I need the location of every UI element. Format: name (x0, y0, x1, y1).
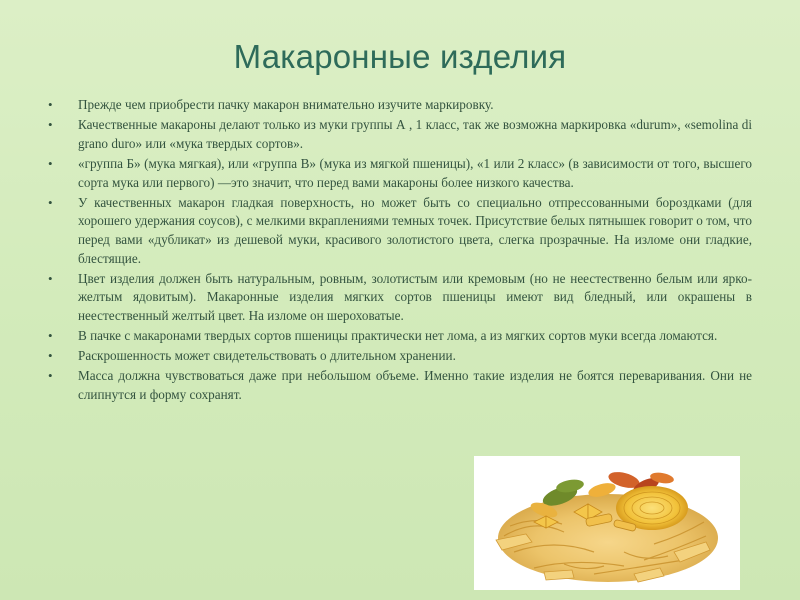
bullet-icon: • (48, 194, 53, 210)
bullet-item (48, 367, 752, 404)
pasta-photo (474, 456, 740, 590)
slide-title: Макаронные изделия (233, 38, 567, 75)
pasta-illustration (474, 456, 740, 590)
bullet-text: Качественные макароны делают только из муки группы А , 1 класс, так же возможна маркировка «durum», «semolina di grano duro» или «мука твердых сортов». (78, 117, 752, 151)
bullet-item (48, 347, 752, 366)
bullet-item (48, 327, 752, 346)
bullet-item (48, 155, 752, 192)
bullet-list (48, 96, 752, 406)
bullet-icon: • (48, 270, 53, 286)
bullet-text: Масса должна чувствоваться даже при небольшом объеме. Именно такие изделия не боятся переваривания. Они не слипнутся и форму сохранят. (78, 368, 752, 403)
bullet-text: «группа Б» (мука мягкая), или «группа В» (мука из мягкой пшеницы), «1 или 2 класс» (в зависимости от того, высшего сорта мука или первого) —это значит, что перед вами макароны более низкого качества. (78, 155, 752, 190)
bullet-icon: • (48, 155, 53, 171)
bullet-icon: • (48, 117, 53, 133)
bullet-text: У качественных макарон гладкая поверхность, но может быть со специально отпрессованными бороздками (для хорошего удержания соусов), с мелкими вкраплениями темных точек. Присутствие белых пятнышек говорит о том, что перед вами «дубликат» из дешевой муки, красивого золотистого цвета, слегка прозрачные. На изломе они гладкие, блестящие. (78, 194, 752, 266)
bullet-text: Раскрошенность может свидетельствовать о длительном хранении. (78, 348, 456, 364)
bullet-icon: • (48, 328, 53, 344)
bullet-icon: • (48, 348, 53, 364)
bullet-icon: • (48, 97, 53, 112)
bullet-item (48, 96, 752, 115)
bullet-icon: • (48, 368, 53, 384)
bullet-item (48, 194, 752, 268)
bullet-item (48, 270, 752, 326)
bullet-text: Прежде чем приобрести пачку макарон внимательно изучите маркировку. (78, 97, 494, 112)
bullet-text: Цвет изделия должен быть натуральным, ровным, золотистым или кремовым (но не неестественно белым или ярко-желтым ядовитым). Макаронные изделия мягких сортов пшеницы имеют вид бледный, или окрашены в неестественный желтый цвет. На изломе он шероховатые. (78, 270, 752, 323)
bullet-text: В пачке с макаронами твердых сортов пшеницы практически нет лома, а из мягких сортов муки всегда ломаются. (78, 328, 718, 344)
bullet-item (48, 116, 752, 153)
